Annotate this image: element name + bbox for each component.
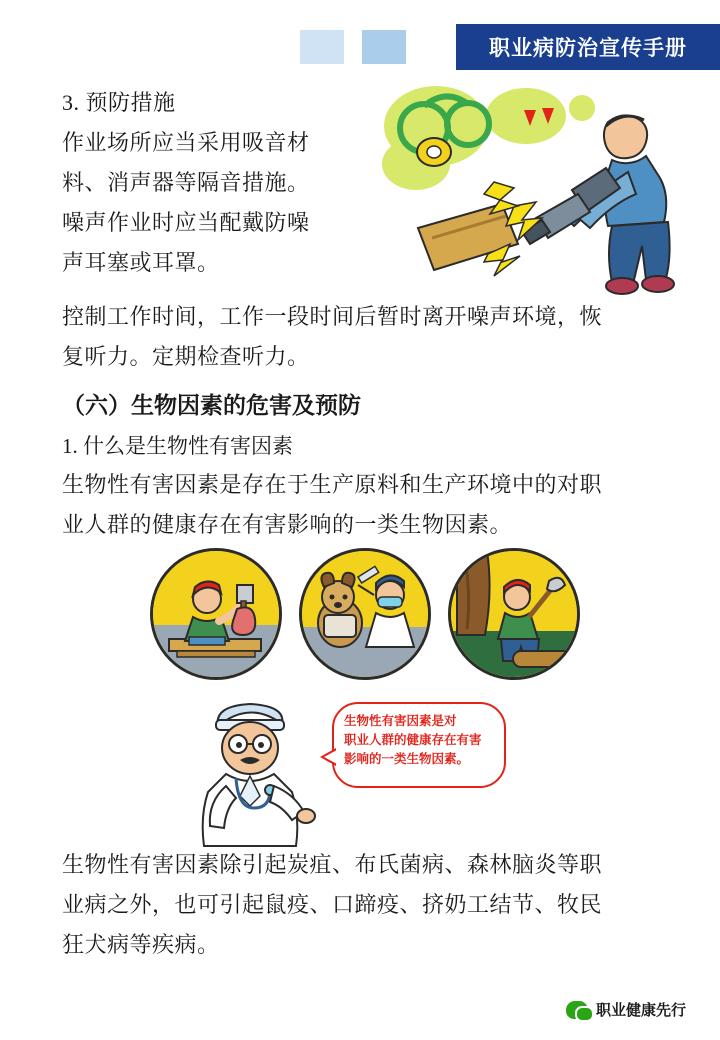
document-content-bottom: [62, 846, 662, 966]
document-content: [62, 84, 662, 546]
paragraph-5-line-1: 生物性有害因素除引起炭疽、布氏菌病、森林脑炎等职: [62, 852, 603, 877]
wechat-icon: [566, 1001, 588, 1019]
paragraph-4-line-2: 业人群的健康存在有害影响的一类生物因素。: [62, 512, 513, 537]
paragraph-4-line-1: 生物性有害因素是存在于生产原料和生产环境中的对职: [62, 472, 603, 497]
paragraph-3-line-2: 复听力。定期检查听力。: [62, 344, 310, 369]
header-decor-square-dark: [362, 30, 406, 64]
speech-bubble: [332, 702, 506, 788]
illustration-doctor-speech: [196, 690, 536, 850]
page-header: [0, 24, 720, 70]
page-footer: [0, 986, 720, 1026]
paragraph-5-line-3: 狂犬病等疾病。: [62, 932, 220, 957]
illustration-doctor-svg: [196, 690, 346, 850]
illustration-circle-butcher: [150, 548, 282, 680]
footer-wechat-credit: [566, 999, 686, 1020]
paragraph-3-line-1: 控制工作时间，工作一段时间后暂时离开噪声环境，恢: [62, 304, 603, 329]
illustration-circle-group: [150, 548, 580, 678]
footer-wechat-label: 职业健康先行: [595, 1002, 686, 1019]
section-heading-biological-factors: （六）生物因素的危害及预防: [62, 393, 361, 418]
paragraph-spacer: [62, 284, 662, 298]
speech-bubble-line-1: 生物性有害因素是对: [344, 714, 457, 728]
speech-bubble-line-3: 影响的一类生物因素。: [344, 752, 470, 766]
illustration-circle-vet-vaccination: [299, 548, 431, 680]
subheading-what-is-biological-factor: 1. 什么是生物性有害因素: [62, 434, 293, 458]
paragraph-5-line-2: 业病之外，也可引起鼠疫、口蹄疫、挤奶工结节、牧民: [62, 892, 603, 917]
paragraph-1-line-2: 料、消声器等隔音措施。: [62, 170, 310, 195]
speech-bubble-line-2: 职业人群的健康存在有害: [344, 733, 482, 747]
illustration-circle-logger: [448, 548, 580, 680]
paragraph-2-line-1: 噪声作业时应当配戴防噪: [62, 210, 310, 235]
heading-prevention-measures: 3. 预防措施: [62, 90, 176, 115]
paragraph-2-line-2: 声耳塞或耳罩。: [62, 250, 220, 275]
header-banner-title: 职业病防治宣传手册: [456, 24, 720, 70]
header-decor-square-light: [300, 30, 344, 64]
paragraph-1-line-1: 作业场所应当采用吸音材: [62, 130, 310, 155]
